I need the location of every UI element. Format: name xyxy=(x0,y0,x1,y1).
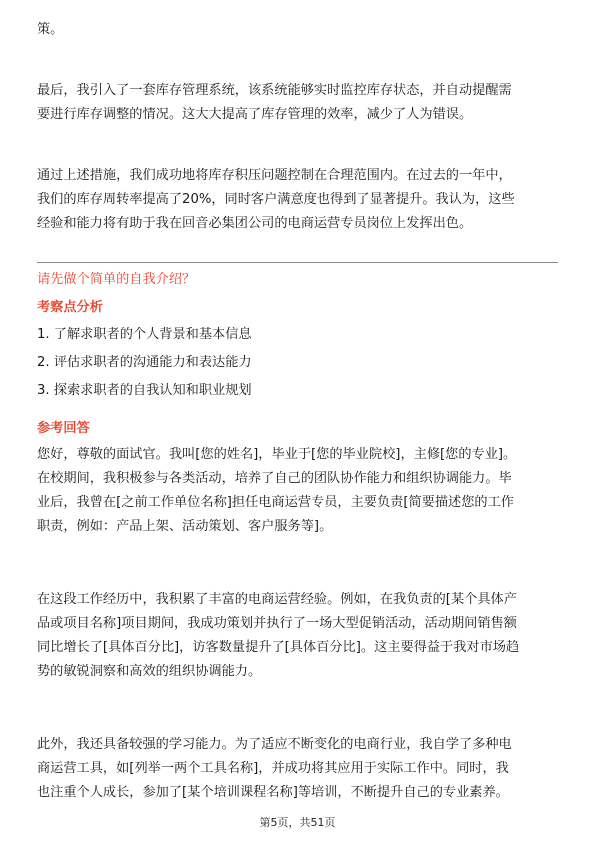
paragraph-inventory-system xyxy=(37,79,562,127)
text-line: 最后，我引入了一套库存管理系统，该系统能够实时监控库存状态，并自动提醒需 xyxy=(37,83,512,98)
text-line: 您好，尊敬的面试官。我叫[您的姓名]，毕业于[您的毕业院校]，主修[您的专业]。 xyxy=(37,447,517,462)
text-line: 要进行库存调整的情况。这大大提高了库存管理的效率，减少了人为错误。 xyxy=(37,107,473,122)
text-line: 商运营工具，如[列举一两个工具名称]，并成功将其应用于实际工作中。同时，我 xyxy=(37,761,509,776)
text-line: 策。 xyxy=(37,22,64,37)
text-line: 业后，我曾在[之前工作单位名称]担任电商运营专员，主要负责[简要描述您的工作 xyxy=(37,495,514,510)
paragraph-results xyxy=(37,164,562,236)
page-number: 第5页，共51页 xyxy=(259,816,336,829)
answer-heading: 参考回答 xyxy=(37,421,90,436)
question-title: 请先做个简单的自我介绍？ xyxy=(37,272,196,287)
text-line: 也注重个人成长，参加了[某个培训课程名称]等培训，不断提升自己的专业素养。 xyxy=(37,785,509,800)
text-line: 此外，我还具备较强的学习能力。为了适应不断变化的电商行业，我自学了多种电 xyxy=(37,737,512,752)
text-line: 在这段工作经历中，我积累了丰富的电商运营经验。例如，在我负责的[某个具体产 xyxy=(37,592,517,607)
text-line: 我们的库存周转率提高了20%，同时客户满意度也得到了显著提升。我认为，这些 xyxy=(37,192,515,207)
analysis-item: 1. 了解求职者的个人背景和基本信息 xyxy=(37,327,252,342)
text-line: 品或项目名称]项目期间，我成功策划并执行了一场大型促销活动，活动期间销售额 xyxy=(37,616,517,631)
text-line: 职责，例如：产品上架、活动策划、客户服务等]。 xyxy=(37,519,333,534)
analysis-heading: 考察点分析 xyxy=(37,300,103,315)
text-line: 在校期间，我积极参与各类活动，培养了自己的团队协作能力和组织协调能力。毕 xyxy=(37,471,512,486)
text-line: 势的敏锐洞察和高效的组织协调能力。 xyxy=(37,664,262,679)
answer-paragraph-intro xyxy=(37,443,562,539)
text-line: 经验和能力将有助于我在回音必集团公司的电商运营专员岗位上发挥出色。 xyxy=(37,216,473,231)
analysis-item: 3. 探索求职者的自我认知和职业规划 xyxy=(37,383,252,398)
paragraph-continued xyxy=(37,18,562,42)
section-divider xyxy=(37,262,558,263)
analysis-item: 2. 评估求职者的沟通能力和表达能力 xyxy=(37,355,252,370)
answer-paragraph-experience xyxy=(37,588,562,684)
text-line: 通过上述措施，我们成功地将库存积压问题控制在合理范围内。在过去的一年中， xyxy=(37,168,512,183)
text-line: 同比增长了[具体百分比]，访客数量提升了[具体百分比]。这主要得益于我对市场趋 xyxy=(37,640,520,655)
answer-paragraph-learning xyxy=(37,733,562,805)
